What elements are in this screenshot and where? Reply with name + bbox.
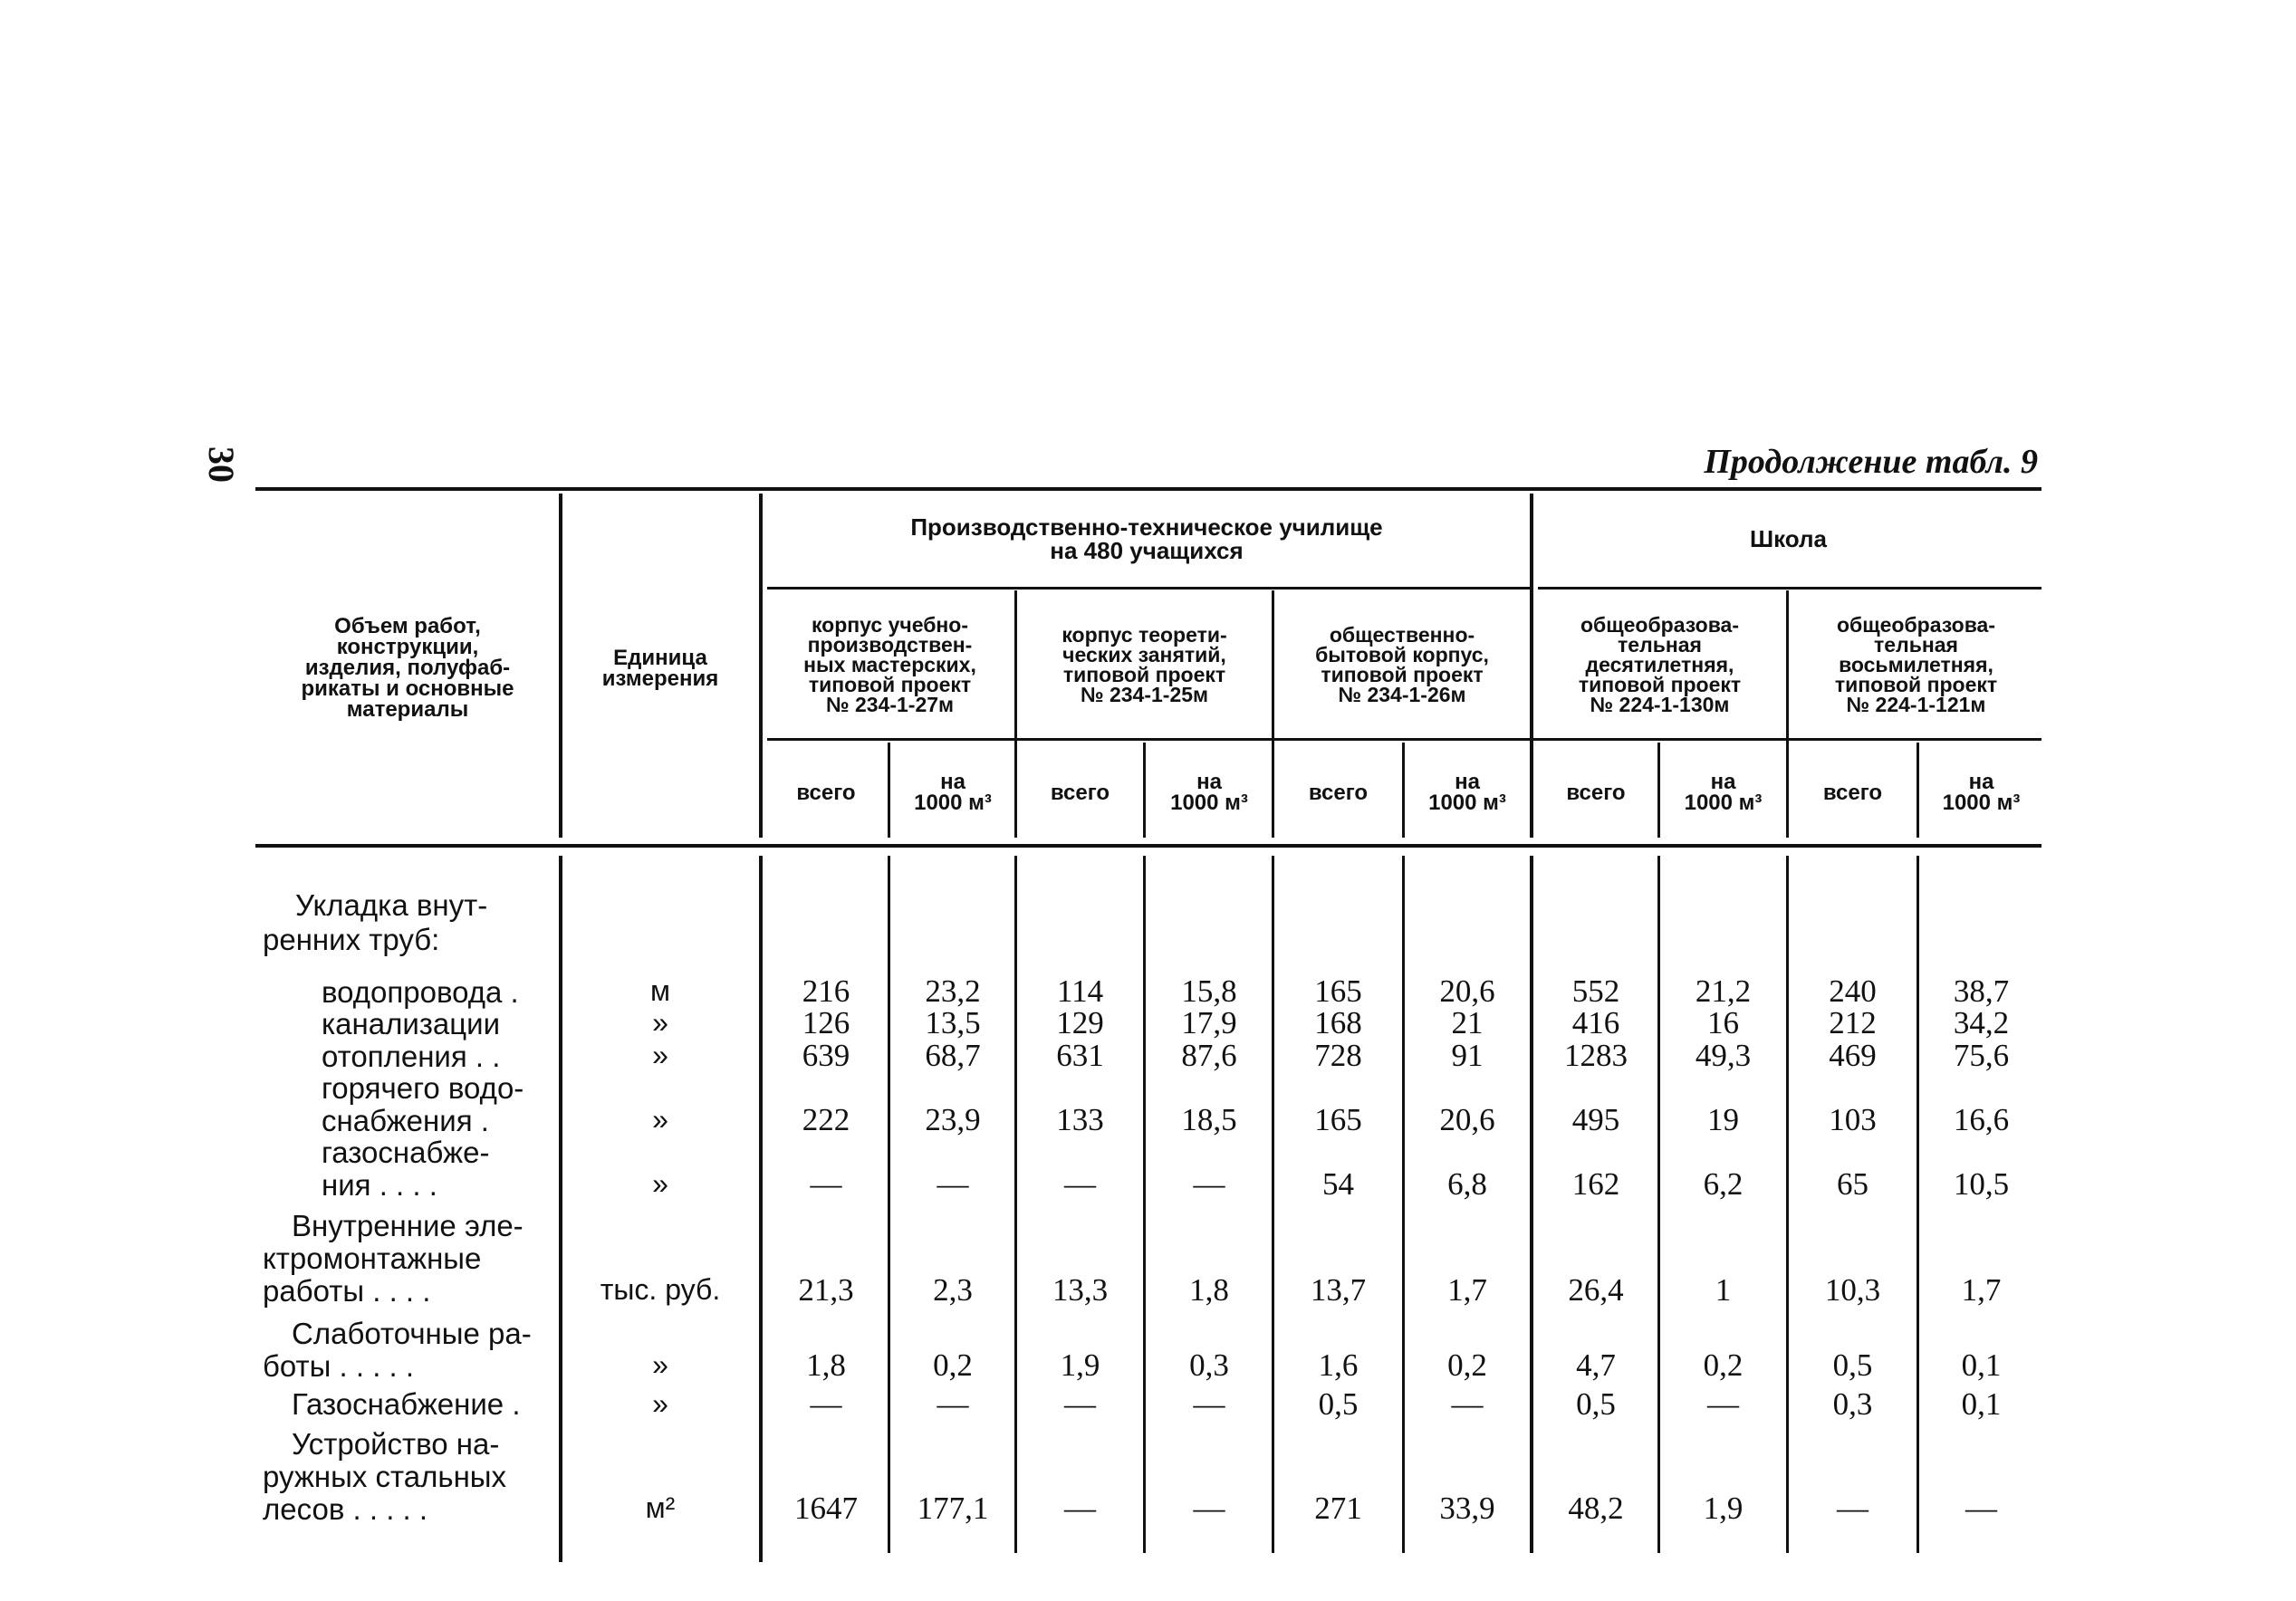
- header-sub-4: общеобразова- тельная десятилетняя, типовой проект № 224-1-130м: [1578, 613, 1742, 716]
- value-cell: 129: [1056, 1005, 1104, 1040]
- header-na1000: на 1000 м³: [914, 770, 992, 815]
- value-cell: 68,7: [925, 1038, 981, 1073]
- value-cell: 0,5: [1576, 1386, 1616, 1422]
- value-cell: 48,2: [1568, 1491, 1624, 1526]
- label-line: отопления . .: [322, 1040, 501, 1073]
- value-cell: 16,6: [1953, 1102, 2010, 1137]
- value-cell: 1,8: [806, 1347, 846, 1383]
- value-cell: —: [1837, 1491, 1869, 1526]
- value-cell: 10,5: [1953, 1166, 2010, 1202]
- value-cell: 6,8: [1447, 1166, 1487, 1202]
- value-cell: 0,3: [1832, 1386, 1873, 1422]
- value-cell: 103: [1829, 1102, 1877, 1137]
- value-cell: 216: [802, 973, 850, 1009]
- value-cell: 10,3: [1824, 1272, 1881, 1308]
- value-cell: 0,2: [1447, 1347, 1487, 1383]
- value-cell: 495: [1571, 1102, 1620, 1137]
- value-cell: —: [810, 1166, 842, 1202]
- header-na1000: на 1000 м³: [1170, 770, 1248, 815]
- value-cell: 1,8: [1189, 1272, 1229, 1308]
- label-line: Слаботочные ра-: [292, 1317, 532, 1350]
- header-sub-2: корпус теорети- ческих занятий, типовой проект № 234-1-25м: [1062, 623, 1227, 706]
- page-number: 30: [201, 446, 242, 483]
- value-cell: 552: [1571, 973, 1620, 1009]
- value-cell: 0,2: [1703, 1347, 1744, 1383]
- unit-cell: »: [652, 1387, 668, 1420]
- value-cell: 212: [1829, 1005, 1877, 1040]
- value-cell: —: [1064, 1491, 1096, 1526]
- value-cell: 23,2: [925, 973, 981, 1009]
- header-na1000: на 1000 м³: [1428, 770, 1506, 815]
- value-cell: —: [1193, 1386, 1225, 1422]
- header-group-school: Школа: [1749, 525, 1827, 552]
- label-line: Устройство на-: [292, 1427, 500, 1461]
- header-na1000: на 1000 м³: [1942, 770, 2021, 815]
- value-cell: 1283: [1564, 1038, 1628, 1073]
- label-line: горячего водо-: [322, 1071, 524, 1105]
- value-cell: —: [1965, 1491, 1997, 1526]
- value-cell: 0,1: [1961, 1347, 2002, 1383]
- unit-cell: »: [652, 1006, 668, 1039]
- header-sub-1: корпус учебно- производствен- ных мастерских, типовой проект № 234-1-27м: [803, 613, 976, 716]
- label-line: лесов . . . . .: [263, 1492, 428, 1526]
- value-cell: 126: [802, 1005, 850, 1040]
- value-cell: 222: [802, 1102, 850, 1137]
- header-unit: Единица измерения: [601, 645, 719, 691]
- value-cell: 34,2: [1953, 1005, 2010, 1040]
- value-cell: 16: [1707, 1005, 1739, 1040]
- unit-cell: »: [652, 1167, 668, 1200]
- table-caption: Продолжение табл. 9: [1704, 443, 2038, 481]
- value-cell: 91: [1451, 1038, 1484, 1073]
- value-cell: 1,7: [1447, 1272, 1487, 1308]
- value-cell: 240: [1829, 973, 1877, 1009]
- unit-cell: »: [652, 1039, 668, 1071]
- value-cell: 1647: [794, 1491, 858, 1526]
- header-vsego: всего: [1822, 780, 1883, 805]
- value-cell: 2,3: [933, 1272, 973, 1308]
- value-cell: 0,5: [1832, 1347, 1873, 1383]
- unit-cell: тыс. руб.: [600, 1273, 721, 1306]
- value-cell: 26,4: [1568, 1272, 1624, 1308]
- value-cell: 19: [1707, 1102, 1739, 1137]
- label-line: ктромонтажные: [263, 1241, 482, 1275]
- value-cell: 87,6: [1181, 1038, 1237, 1073]
- value-cell: —: [937, 1166, 969, 1202]
- value-cell: 65: [1837, 1166, 1869, 1202]
- unit-cell: »: [652, 1103, 668, 1136]
- label-line: газоснабже-: [322, 1136, 490, 1169]
- unit-cell: м: [650, 974, 670, 1007]
- value-cell: —: [1193, 1491, 1225, 1526]
- value-cell: 416: [1571, 1005, 1620, 1040]
- value-cell: 15,8: [1181, 973, 1237, 1009]
- label-line: канализации: [322, 1007, 501, 1040]
- value-cell: 0,1: [1961, 1386, 2002, 1422]
- label-line: водопровода .: [322, 975, 519, 1009]
- value-cell: 1,6: [1318, 1347, 1359, 1383]
- header-vsego: всего: [1308, 780, 1369, 805]
- value-cell: 49,3: [1695, 1038, 1752, 1073]
- value-cell: 728: [1314, 1038, 1362, 1073]
- value-cell: 6,2: [1703, 1166, 1744, 1202]
- value-cell: 0,2: [933, 1347, 973, 1383]
- value-cell: 17,9: [1181, 1005, 1237, 1040]
- value-cell: 54: [1322, 1166, 1354, 1202]
- value-cell: 21: [1451, 1005, 1484, 1040]
- value-cell: 639: [802, 1038, 850, 1073]
- header-sub-5: общеобразова- тельная восьмилетняя, типовой проект № 224-1-121м: [1834, 613, 1998, 716]
- value-cell: 133: [1056, 1102, 1104, 1137]
- value-cell: —: [1064, 1166, 1096, 1202]
- value-cell: 469: [1829, 1038, 1877, 1073]
- value-cell: 13,5: [925, 1005, 981, 1040]
- value-cell: 168: [1314, 1005, 1362, 1040]
- header-item: Объем работ, конструкции, изделия, полуфаб- рикаты и основные материалы: [301, 614, 514, 722]
- value-cell: 75,6: [1953, 1038, 2010, 1073]
- unit-cell: м²: [645, 1491, 676, 1524]
- value-cell: —: [1451, 1386, 1484, 1422]
- label-line: ренних труб:: [263, 923, 440, 956]
- value-cell: 4,7: [1576, 1347, 1616, 1383]
- label-line: снабжения .: [322, 1104, 489, 1137]
- label-line: ружных стальных: [263, 1460, 507, 1493]
- value-cell: 21,3: [798, 1272, 854, 1308]
- header-vsego: всего: [1566, 780, 1626, 805]
- value-cell: —: [1193, 1166, 1225, 1202]
- value-cell: 20,6: [1439, 1102, 1495, 1137]
- value-cell: 33,9: [1439, 1491, 1495, 1526]
- value-cell: 23,9: [925, 1102, 981, 1137]
- value-cell: —: [937, 1386, 969, 1422]
- value-cell: 38,7: [1953, 973, 2010, 1009]
- header-sub-3: общественно- бытовой корпус, типовой проект № 234-1-26м: [1315, 623, 1489, 706]
- label-line: Газоснабжение .: [292, 1387, 521, 1421]
- label-line: Внутренние эле-: [292, 1209, 524, 1242]
- value-cell: 20,6: [1439, 973, 1495, 1009]
- value-cell: 0,3: [1189, 1347, 1229, 1383]
- value-cell: 21,2: [1695, 973, 1752, 1009]
- value-cell: 13,7: [1310, 1272, 1367, 1308]
- label-line: работы . . . .: [263, 1274, 431, 1308]
- header-vsego: всего: [796, 780, 856, 805]
- value-cell: 165: [1314, 1102, 1362, 1137]
- header-group-ptu: Производственно-техническое училище на 480 учащихся: [910, 513, 1383, 564]
- label-line: боты . . . . .: [263, 1349, 415, 1383]
- value-cell: —: [1064, 1386, 1096, 1422]
- value-cell: 177,1: [917, 1491, 989, 1526]
- header-vsego: всего: [1050, 780, 1110, 805]
- value-cell: —: [810, 1386, 842, 1422]
- value-cell: 13,3: [1052, 1272, 1109, 1308]
- value-cell: 18,5: [1181, 1102, 1237, 1137]
- label-line: Укладка внут-: [295, 888, 488, 922]
- value-cell: 114: [1056, 973, 1104, 1009]
- unit-cell: »: [652, 1348, 668, 1381]
- value-cell: 1,7: [1961, 1272, 2002, 1308]
- label-line: ния . . . .: [322, 1168, 437, 1202]
- value-cell: 162: [1571, 1166, 1620, 1202]
- header-na1000: на 1000 м³: [1684, 770, 1763, 815]
- value-cell: 631: [1056, 1038, 1104, 1073]
- value-cell: —: [1707, 1386, 1739, 1422]
- value-cell: 271: [1314, 1491, 1362, 1526]
- value-cell: 1,9: [1703, 1491, 1744, 1526]
- value-cell: 0,5: [1318, 1386, 1359, 1422]
- value-cell: 165: [1314, 973, 1362, 1009]
- value-cell: 1: [1715, 1272, 1732, 1308]
- value-cell: 1,9: [1060, 1347, 1100, 1383]
